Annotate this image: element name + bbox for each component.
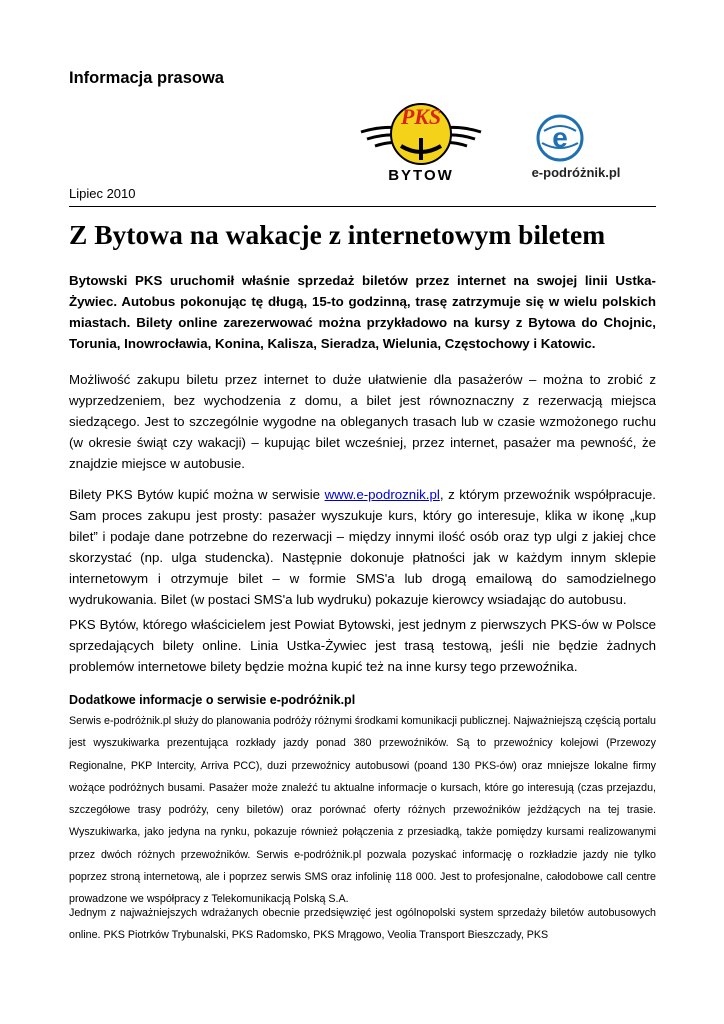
e-podroznik-link[interactable]: www.e-podroznik.pl	[324, 487, 440, 502]
article-headline: Z Bytowa na wakacje z internetowym biletem	[69, 219, 606, 250]
paragraph-2-body: , z którym przewoźnik współpracuje. Sam proces zakupu jest prosty: pasażer wyszukuje kurs, który go interesuje, klika w ikonę „kup bilet” i podaje dane potrzebne do rezerwacji – między innymi ilość osób oraz typ ulgi z jakiej chce skorzystać (np. ulga studencka). Następnie dokonuje płatności jak w każdym innym sklepie internetowym i otrzymuje bilet – w formie SMS'a lub drogą emailową do samodzielnego wydrukowania. Bilet (w postaci SMS'a lub wydruku) pokazuje kierowcy wsiadając do autobusu.	[69, 487, 656, 607]
e-letter-icon: e	[552, 122, 568, 153]
e-podroznik-logo	[524, 113, 628, 183]
header-divider	[69, 206, 656, 207]
press-info-label: Informacja prasowa	[69, 69, 224, 87]
article-paragraph-1: Możliwość zakupu biletu przez internet to duże ułatwienie dla pasażerów – można to zrobić z wyprzedzeniem, bez wychodzenia z domu, a bilet jest równoznaczny z rezerwacją miejsca siedzącego. Jest to szczególnie wygodne na obleganych trasach lub w czasie wzmożonego ruchu (w okresie świąt czy wakacji) – kupując bilet wcześniej, przez internet, pasażer ma pewność, że znajdzie miejsce w autobusie.	[69, 372, 656, 471]
bytow-logo-text: BYTOW	[388, 167, 454, 184]
article-paragraph-3: PKS Bytów, którego właścicielem jest Powiat Bytowski, jest jednym z pierwszych PKS-ów w Polsce sprzedających bilety online. Linia Ustka-Żywiec jest trasą testową, jeśli nie będzie żadnych problemów internetowe bilety będzie można kupić też na inne kursy tego przewoźnika.	[69, 617, 656, 674]
additional-info-heading: Dodatkowe informacje o serwisie e-podróżnik.pl	[69, 693, 356, 707]
additional-info-paragraph-2: Jednym z najważniejszych wdrażanych obecnie przedsięwzięć jest ogólnopolski system sprzedaży biletów autobusowych online. PKS Piotrków Trybunalski, PKS Radomsko, PKS Mrągowo, Veolia Transport Bieszczady, PKS	[69, 907, 656, 942]
e-podroznik-logo-caption: e-podróżnik.pl	[531, 165, 621, 180]
article-paragraph-2	[69, 484, 656, 610]
pks-logo-text: PKS	[400, 104, 442, 129]
release-date: Lipiec 2010	[69, 186, 136, 201]
pks-bytow-logo	[357, 94, 485, 186]
paragraph-2-intro: Bilety PKS Bytów kupić można w serwisie	[69, 487, 325, 502]
article-lead: Bytowski PKS uruchomił właśnie sprzedaż biletów przez internet na swojej linii Ustka-Żywiec. Autobus pokonując tę długą, 15-to godzinną, trasę zatrzymuje się w wielu polskich miastach. Bilety online zarezerwować można przykładowo na kursy z Bytowa do Chojnic, Torunia, Inowrocławia, Konina, Kalisza, Sieradza, Wielunia, Częstochowy i Katowic.	[69, 273, 656, 351]
additional-info-paragraph-1: Serwis e-podróżnik.pl służy do planowania podróży różnymi środkami komunikacji publicznej. Najważniejszą częścią portalu jest wyszukiwarka prezentująca rozkłady jazdy ponad 380 przewoźników. Są to przewoźnicy kolejowi (Przewozy Regionalne, PKP Intercity, Arriva PCC), duzi przewoźnicy autobusowi (poand 130 PKS-ów) oraz mniejsze lokalne firmy wożące podróżnych busami. Pasażer może znaleźć tu aktualne informacje o kursach, które go interesują (czas przejazdu, szczegółowe trasy podróży, ceny biletów) oraz porównać oferty różnych przewoźników jeżdżących na tej trasie. Wyszukiwarka, jako jedyna na rynku, pokazuje również połączenia z przesiadką, także pomiędzy kursami realizowanymi przez dwóch różnych przewoźników. Serwis e-podróżnik.pl pozwala pozyskać informację o rozkładzie jazdy nie tylko poprzez stroną internetową, ale i poprzez serwis SMS oraz infolinię 118 000. Jest to profesjonalne, całodobowe call centre prowadzone we współpracy z Telekomunikacją Polską S.A.	[69, 715, 656, 906]
